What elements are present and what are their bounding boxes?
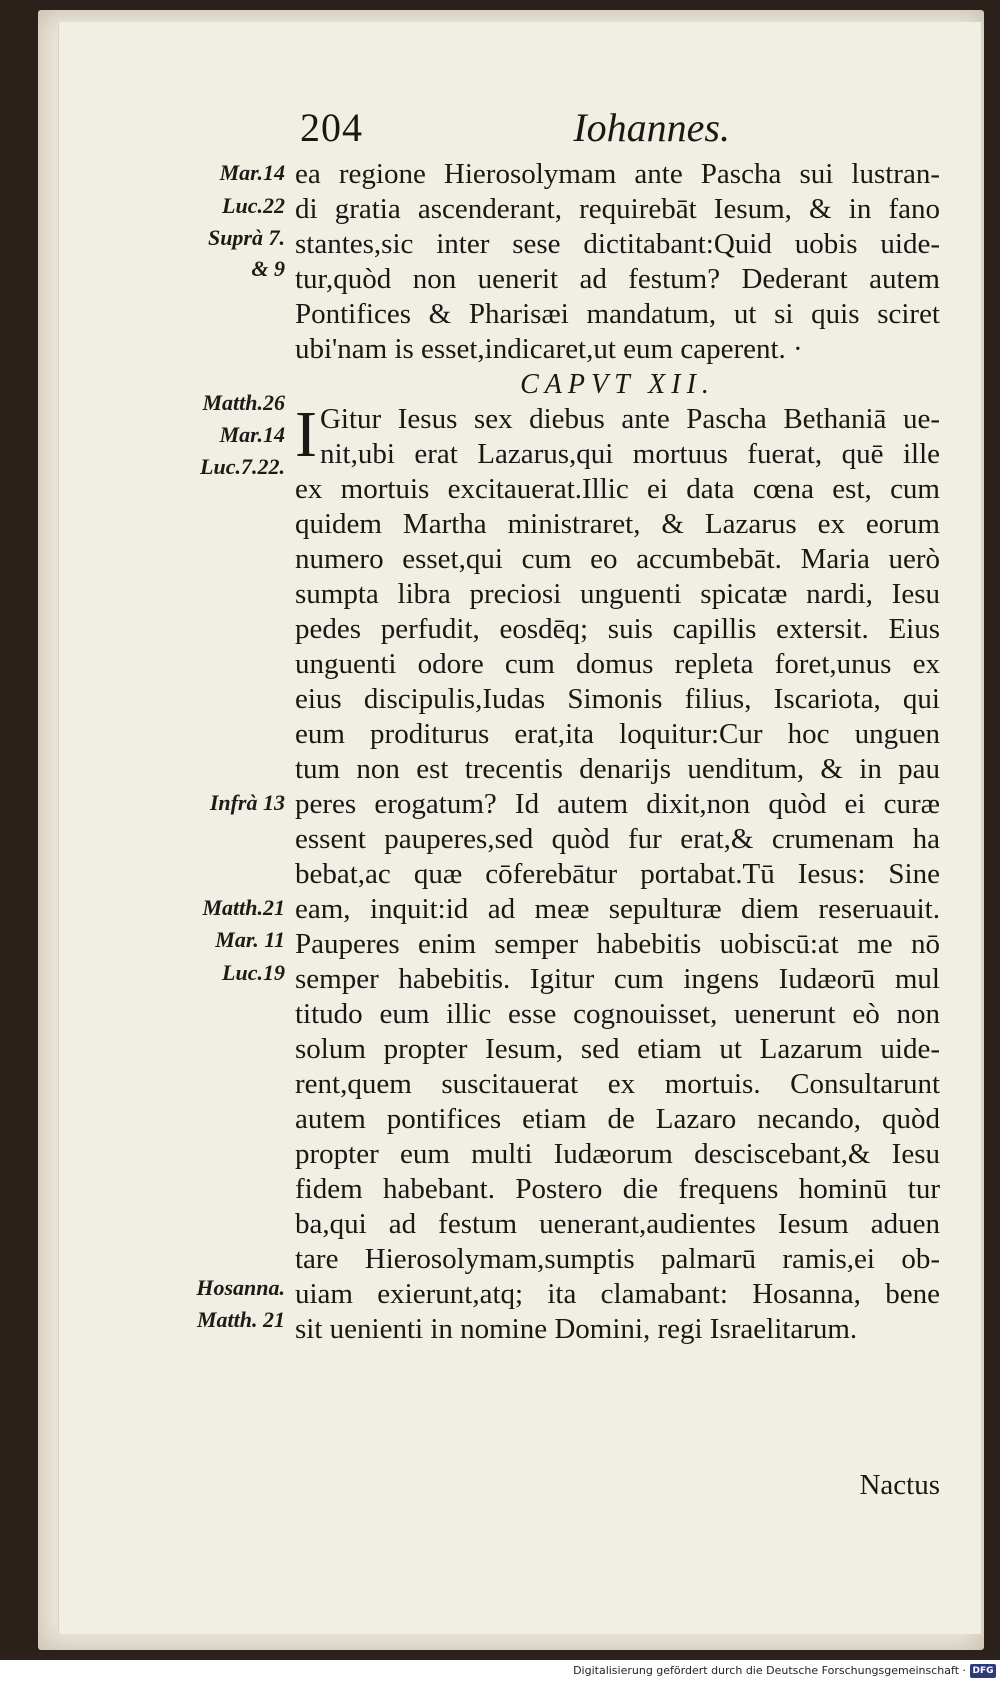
catchword: Nactus [859, 1469, 940, 1501]
page-header [300, 104, 730, 154]
funding-credit: Digitalisierung gefördert durch die Deutsche Forschungsgemeinschaft · [573, 1664, 966, 1677]
dfg-logo: DFG [970, 1664, 996, 1678]
text-line: pedes perfudit, eosdēq; suis capillis extersit. Eius [295, 613, 940, 645]
text-line: uiam exierunt,atq; ita clamabant: Hosanna, bene [295, 1278, 940, 1310]
drop-capital: I [295, 398, 317, 471]
margin-note: & 9 [251, 256, 285, 281]
text-line: semper habebitis. Igitur cum ingens Iudæorū mul [295, 963, 940, 995]
main-text [295, 157, 940, 1501]
margin-note: Matth.26 [202, 390, 285, 415]
text-line: bebat,ac quæ cōferebātur portabat.Tū Iesus: Sine [295, 858, 940, 890]
running-head: Iohannes. [573, 105, 730, 150]
margin-note: Luc.7.22. [200, 454, 285, 479]
text-line: titudo eum illic esse cognouisset, uenerunt eò non [295, 998, 940, 1030]
text-line: di gratia ascenderant, requirebāt Iesum, & in fano [295, 193, 940, 225]
text-line: solum propter Iesum, sed etiam ut Lazarum uide- [295, 1033, 940, 1065]
margin-note: Suprà 7. [207, 225, 285, 250]
text-line: sit uenienti in nomine Domini, regi Israelitarum. [295, 1313, 858, 1345]
text-line: eius discipulis,Iudas Simonis filius, Iscariota, qui [295, 683, 940, 715]
margin-note: Luc.19 [222, 960, 285, 985]
text-line: tum non est trecentis denarijs uenditum, & in pau [295, 753, 940, 785]
text-line: quidem Martha ministraret, & Lazarus ex eorum [295, 508, 940, 540]
text-line: Gitur Iesus sex diebus ante Pascha Bethaniā ue- [319, 403, 940, 435]
text-line: eam, inquit:id ad meæ sepulturæ diem reseruauit. [295, 893, 940, 925]
margin-note: Infrà 13 [209, 790, 285, 815]
text-line: nit,ubi erat Lazarus,qui mortuus fuerat, quē ille [319, 438, 940, 470]
text-line: ba,qui ad festum uenerant,audientes Iesum aduen [295, 1208, 940, 1240]
text-line: rent,quem suscitauerat ex mortuis. Consultarunt [295, 1068, 940, 1100]
text-line: unguenti odore cum domus repleta foret,unus ex [295, 648, 940, 680]
text-line: Pauperes enim semper habebitis uobiscū:at me nō [295, 928, 940, 960]
margin-note: Mar. 11 [215, 927, 285, 952]
margin-note: Matth. 21 [196, 1307, 285, 1332]
margin-note: Luc.22 [222, 193, 285, 218]
page-number: 204 [300, 105, 363, 150]
text-line: fidem habebant. Postero die frequens hominū tur [295, 1173, 940, 1205]
text-line: autem pontifices etiam de Lazaro necando, quòd [295, 1103, 940, 1135]
chapter-heading: CAPVT XII. [520, 369, 715, 400]
text-line: propter eum multi Iudæorum desciscebant,& Iesu [295, 1138, 940, 1170]
text-line: ubi'nam is esset,indicaret,ut eum caperent. · [295, 333, 803, 365]
margin-note: Matth.21 [202, 895, 285, 920]
text-line: numero esset,qui cum eo accumbebāt. Maria uerò [295, 543, 940, 575]
text-line: eum proditurus erat,ita loquitur:Cur hoc unguen [295, 718, 940, 750]
text-line: peres erogatum? Id autem dixit,non quòd ei curæ [295, 788, 940, 820]
text-line: stantes,sic inter sese dictitabant:Quid uobis uide- [295, 228, 940, 260]
margin-note: Hosanna. [196, 1275, 285, 1300]
text-line: tare Hierosolymam,sumptis palmarū ramis,ei ob- [295, 1243, 940, 1275]
text-line: tur,quòd non uenerit ad festum? Dederant autem [295, 263, 940, 295]
text-line: sumpta libra preciosi unguenti spicatæ nardi, Iesu [295, 578, 940, 610]
margin-note: Mar.14 [219, 422, 285, 447]
text-line: Pontifices & Pharisæi mandatum, ut si quis sciret [295, 298, 940, 330]
text-line: ea regione Hierosolymam ante Pascha sui lustran- [295, 158, 940, 190]
footer-bar [0, 1660, 1000, 1684]
margin-note: Mar.14 [219, 160, 285, 185]
text-line: ex mortuis excitauerat.Illic ei data cœna est, cum [295, 473, 940, 505]
text-line: essent pauperes,sed quòd fur erat,& crumenam ha [295, 823, 940, 855]
